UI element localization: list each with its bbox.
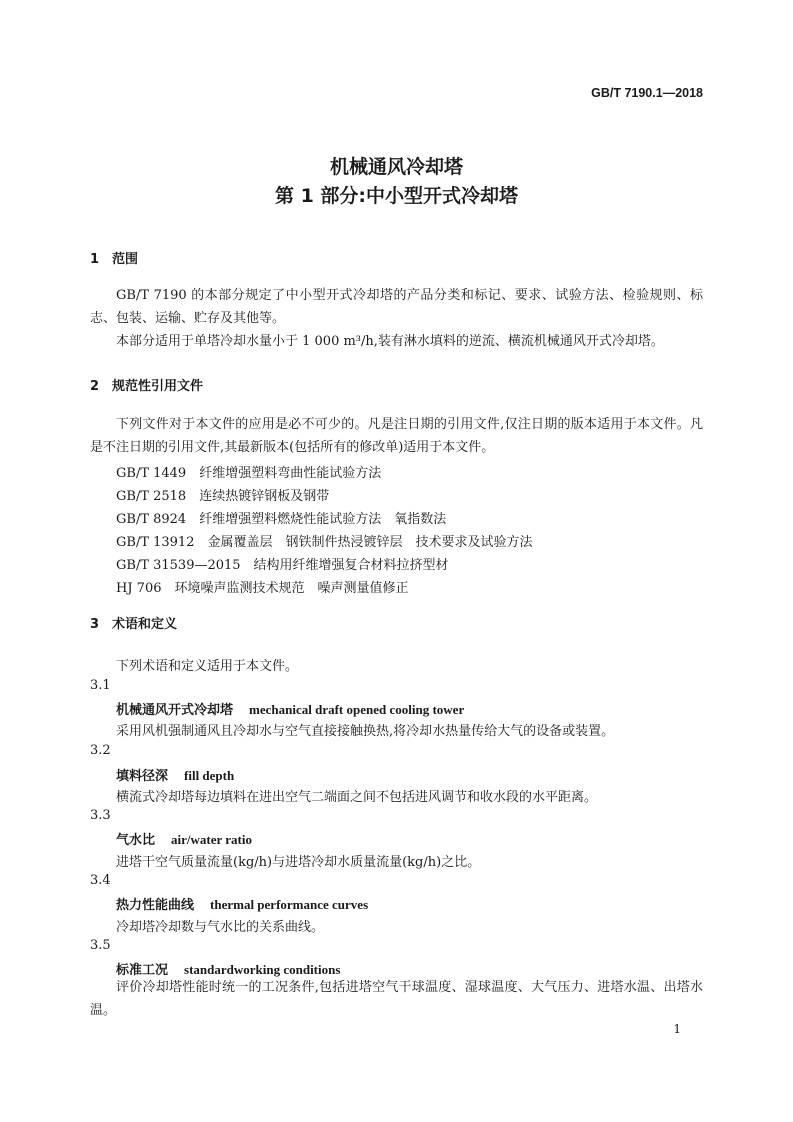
reference-item: GB/T 2518 连续热镀锌钢板及钢带 bbox=[116, 489, 330, 504]
term-en: mechanical draft opened cooling tower bbox=[249, 702, 465, 717]
term-number: 3.2 bbox=[90, 743, 111, 758]
section-heading-normative-references bbox=[90, 375, 203, 394]
term-number: 3.5 bbox=[90, 938, 111, 953]
term-heading bbox=[116, 699, 464, 718]
page-number: 1 bbox=[673, 1022, 681, 1036]
section-title: 术语和定义 bbox=[112, 617, 178, 632]
term-zh: 标准工况 bbox=[116, 963, 169, 978]
section-title: 范围 bbox=[112, 252, 139, 267]
section-heading-scope bbox=[90, 248, 138, 267]
term-heading bbox=[116, 894, 368, 913]
section-number: 2 bbox=[90, 379, 100, 394]
term-number: 3.4 bbox=[90, 873, 111, 888]
term-definition: 进塔干空气质量流量(kg/h)与进塔冷却水质量流量(kg/h)之比。 bbox=[116, 855, 481, 870]
term-en: standardworking conditions bbox=[184, 962, 341, 977]
term-definition: 采用风机强制通风且冷却水与空气直接接触换热,将冷却水热量传给大气的设备或装置。 bbox=[116, 724, 615, 739]
reference-item: GB/T 31539—2015 结构用纤维增强复合材料拉挤型材 bbox=[116, 558, 449, 573]
paragraph: 下列文件对于本文件的应用是必不可少的。凡是注日期的引用文件,仅注日期的版本适用于本文件。凡是不注日期的引用文件,其最新版本(包括所有的修改单)适用于本文件。 bbox=[90, 417, 703, 455]
paragraph: 下列术语和定义适用于本文件。 bbox=[116, 659, 299, 674]
term-zh: 填料径深 bbox=[116, 769, 169, 784]
paragraph: GB/T 7190 的本部分规定了中小型开式冷却塔的产品分类和标记、要求、试验方法、检验规则、标志、包装、运输、贮存及其他等。 bbox=[90, 288, 703, 326]
section-title: 规范性引用文件 bbox=[112, 379, 204, 394]
term-en: fill depth bbox=[184, 768, 235, 783]
section-number: 1 bbox=[90, 252, 100, 267]
term-definition: 冷却塔冷却数与气水比的关系曲线。 bbox=[116, 920, 325, 935]
term-definition: 横流式冷却塔每边填料在进出空气二端面之间不包括进风调节和收水段的水平距离。 bbox=[116, 790, 598, 805]
reference-item: HJ 706 环境噪声监测技术规范 噪声测量值修正 bbox=[116, 581, 409, 596]
reference-item: GB/T 1449 纤维增强塑料弯曲性能试验方法 bbox=[116, 466, 382, 481]
term-en: air/water ratio bbox=[171, 832, 252, 847]
section-heading-terms bbox=[90, 613, 177, 632]
term-en: thermal performance curves bbox=[210, 897, 369, 912]
term-number: 3.3 bbox=[90, 808, 111, 823]
term-zh: 机械通风开式冷却塔 bbox=[116, 703, 234, 718]
term-number: 3.1 bbox=[90, 678, 111, 693]
term-definition: 评价冷却塔性能时统一的工况条件,包括进塔空气干球温度、湿球温度、大气压力、进塔水温、出塔水温。 bbox=[90, 980, 703, 1018]
document-subtitle: 第 1 部分:中小型开式冷却塔 bbox=[274, 185, 519, 207]
document-title: 机械通风冷却塔 bbox=[329, 156, 463, 178]
reference-item: GB/T 13912 金属覆盖层 钢铁制件热浸镀锌层 技术要求及试验方法 bbox=[116, 535, 533, 550]
paragraph: 本部分适用于单塔冷却水量小于 1 000 m³/h,装有淋水填料的逆流、横流机械通风开式冷却塔。 bbox=[116, 334, 664, 349]
term-heading bbox=[116, 765, 234, 784]
term-zh: 热力性能曲线 bbox=[116, 898, 195, 913]
reference-item: GB/T 8924 纤维增强塑料燃烧性能试验方法 氧指数法 bbox=[116, 512, 447, 527]
standard-code: GB/T 7190.1—2018 bbox=[591, 86, 703, 100]
term-zh: 气水比 bbox=[116, 833, 156, 848]
section-number: 3 bbox=[90, 617, 100, 632]
term-heading bbox=[116, 829, 252, 848]
